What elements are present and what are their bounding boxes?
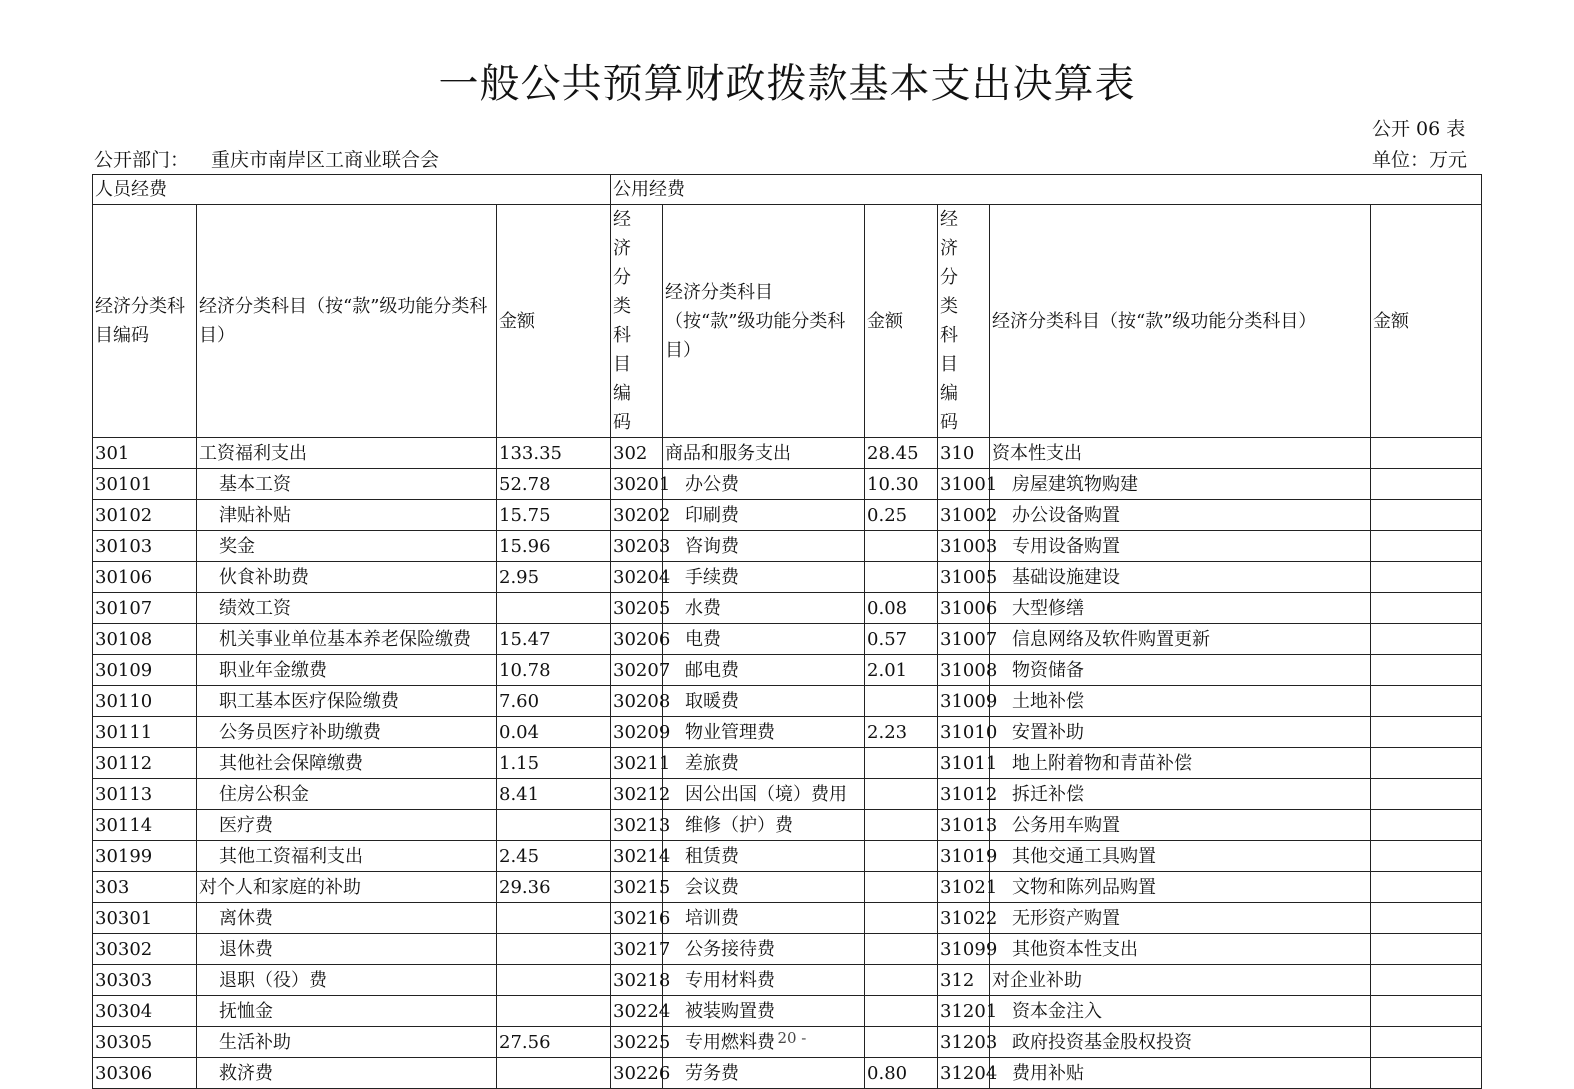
capital-name-cell: 土地补偿 <box>990 686 1371 717</box>
goods-code-cell: 30213 <box>611 810 663 841</box>
table-row <box>93 841 1482 872</box>
capital-amount-cell <box>1371 779 1482 810</box>
capital-name-cell: 信息网络及软件购置更新 <box>990 624 1371 655</box>
goods-amount-cell: 2.23 <box>865 717 938 748</box>
capital-code-cell: 31013 <box>938 810 990 841</box>
personnel-code-cell: 30103 <box>93 531 197 562</box>
personnel-amount-cell: 15.47 <box>497 624 611 655</box>
personnel-code-cell: 30302 <box>93 934 197 965</box>
goods-name-cell: 咨询费 <box>663 531 865 562</box>
capital-name-cell: 房屋建筑物购建 <box>990 469 1371 500</box>
header-personnel-name: 经济分类科目（按“款”级功能分类科目） <box>197 205 497 438</box>
personnel-amount-cell: 27.56 <box>497 1027 611 1058</box>
goods-name-cell: 专用燃料费 <box>663 1027 865 1058</box>
personnel-amount-cell: 8.41 <box>497 779 611 810</box>
capital-code-cell: 31021 <box>938 872 990 903</box>
capital-name-cell: 其他资本性支出 <box>990 934 1371 965</box>
personnel-code-cell: 30113 <box>93 779 197 810</box>
capital-code-cell: 31203 <box>938 1027 990 1058</box>
personnel-code-cell: 30301 <box>93 903 197 934</box>
table-row <box>93 624 1482 655</box>
capital-code-cell: 312 <box>938 965 990 996</box>
personnel-code-cell: 30107 <box>93 593 197 624</box>
personnel-name-cell: 公务员医疗补助缴费 <box>197 717 497 748</box>
capital-code-cell: 31012 <box>938 779 990 810</box>
capital-name-cell: 基础设施建设 <box>990 562 1371 593</box>
goods-code-cell: 30212 <box>611 779 663 810</box>
goods-amount-cell <box>865 748 938 779</box>
capital-name-cell: 费用补贴 <box>990 1058 1371 1089</box>
table-row <box>93 1058 1482 1089</box>
capital-name-cell: 大型修缮 <box>990 593 1371 624</box>
table-row <box>93 469 1482 500</box>
capital-amount-cell <box>1371 593 1482 624</box>
personnel-name-cell: 抚恤金 <box>197 996 497 1027</box>
table-row <box>93 686 1482 717</box>
table-row <box>93 562 1482 593</box>
personnel-name-cell: 伙食补助费 <box>197 562 497 593</box>
capital-name-cell: 物资储备 <box>990 655 1371 686</box>
goods-name-cell: 维修（护）费 <box>663 810 865 841</box>
capital-amount-cell <box>1371 562 1482 593</box>
capital-name-cell: 政府投资基金股权投资 <box>990 1027 1371 1058</box>
personnel-amount-cell: 52.78 <box>497 469 611 500</box>
goods-amount-cell <box>865 872 938 903</box>
capital-name-cell: 安置补助 <box>990 717 1371 748</box>
personnel-amount-cell <box>497 1058 611 1089</box>
personnel-name-cell: 奖金 <box>197 531 497 562</box>
personnel-amount-cell <box>497 934 611 965</box>
table-row <box>93 655 1482 686</box>
capital-name-cell: 地上附着物和青苗补偿 <box>990 748 1371 779</box>
goods-code-cell: 30205 <box>611 593 663 624</box>
goods-code-cell: 30216 <box>611 903 663 934</box>
personnel-code-cell: 30110 <box>93 686 197 717</box>
goods-amount-cell <box>865 531 938 562</box>
table-row <box>93 810 1482 841</box>
personnel-amount-cell <box>497 996 611 1027</box>
table-row <box>93 996 1482 1027</box>
goods-amount-cell <box>865 903 938 934</box>
goods-name-cell: 会议费 <box>663 872 865 903</box>
table-row <box>93 748 1482 779</box>
goods-name-cell: 专用材料费 <box>663 965 865 996</box>
goods-amount-cell <box>865 562 938 593</box>
personnel-amount-cell: 0.04 <box>497 717 611 748</box>
table-number: 公开 06 表 <box>1372 118 1466 140</box>
capital-amount-cell <box>1371 872 1482 903</box>
goods-amount-cell: 10.30 <box>865 469 938 500</box>
goods-name-cell: 印刷费 <box>663 500 865 531</box>
goods-code-cell: 30226 <box>611 1058 663 1089</box>
personnel-code-cell: 30112 <box>93 748 197 779</box>
goods-amount-cell <box>865 779 938 810</box>
goods-name-cell: 邮电费 <box>663 655 865 686</box>
personnel-name-cell: 绩效工资 <box>197 593 497 624</box>
section-row <box>93 175 1482 205</box>
goods-code-cell: 30211 <box>611 748 663 779</box>
personnel-name-cell: 对个人和家庭的补助 <box>197 872 497 903</box>
goods-code-cell: 30206 <box>611 624 663 655</box>
table-row <box>93 500 1482 531</box>
personnel-code-cell: 30303 <box>93 965 197 996</box>
goods-name-cell: 电费 <box>663 624 865 655</box>
personnel-amount-cell: 7.60 <box>497 686 611 717</box>
personnel-name-cell: 机关事业单位基本养老保险缴费 <box>197 624 497 655</box>
department-name: 重庆市南岸区工商业联合会 <box>211 149 440 171</box>
header-personnel-code: 经济分类科目编码 <box>93 205 197 438</box>
goods-name-cell: 水费 <box>663 593 865 624</box>
personnel-name-cell: 基本工资 <box>197 469 497 500</box>
goods-code-cell: 30224 <box>611 996 663 1027</box>
personnel-name-cell: 生活补助 <box>197 1027 497 1058</box>
capital-name-cell: 文物和陈列品购置 <box>990 872 1371 903</box>
capital-code-cell: 310 <box>938 438 990 469</box>
page-number: - 20 - <box>767 1029 807 1047</box>
capital-code-cell: 31019 <box>938 841 990 872</box>
header-capital-code: 经济分类科目编码 <box>938 205 990 438</box>
capital-amount-cell <box>1371 810 1482 841</box>
capital-code-cell: 31002 <box>938 500 990 531</box>
capital-code-cell: 31005 <box>938 562 990 593</box>
goods-name-cell: 公务接待费 <box>663 934 865 965</box>
personnel-amount-cell <box>497 593 611 624</box>
goods-amount-cell: 0.25 <box>865 500 938 531</box>
capital-name-cell: 无形资产购置 <box>990 903 1371 934</box>
table-row <box>93 717 1482 748</box>
capital-amount-cell <box>1371 841 1482 872</box>
department-label: 公开部门： <box>94 149 190 171</box>
personnel-amount-cell <box>497 903 611 934</box>
goods-name-cell: 劳务费 <box>663 1058 865 1089</box>
goods-code-cell: 30202 <box>611 500 663 531</box>
capital-amount-cell <box>1371 531 1482 562</box>
capital-code-cell: 31099 <box>938 934 990 965</box>
goods-name-cell: 办公费 <box>663 469 865 500</box>
capital-amount-cell <box>1371 1058 1482 1089</box>
capital-code-cell: 31011 <box>938 748 990 779</box>
personnel-name-cell: 工资福利支出 <box>197 438 497 469</box>
goods-code-cell: 30218 <box>611 965 663 996</box>
capital-name-cell: 资本性支出 <box>990 438 1371 469</box>
header-goods-code: 经济分类科目编码 <box>611 205 663 438</box>
header-capital-amount: 金额 <box>1371 205 1482 438</box>
capital-code-cell: 31201 <box>938 996 990 1027</box>
capital-amount-cell <box>1371 748 1482 779</box>
personnel-name-cell: 离休费 <box>197 903 497 934</box>
capital-name-cell: 公务用车购置 <box>990 810 1371 841</box>
goods-name-cell: 手续费 <box>663 562 865 593</box>
personnel-name-cell: 救济费 <box>197 1058 497 1089</box>
goods-amount-cell: 0.57 <box>865 624 938 655</box>
goods-code-cell: 30225 <box>611 1027 663 1058</box>
personnel-amount-cell: 2.95 <box>497 562 611 593</box>
goods-name-cell: 租赁费 <box>663 841 865 872</box>
capital-amount-cell <box>1371 438 1482 469</box>
capital-amount-cell <box>1371 686 1482 717</box>
goods-name-cell: 培训费 <box>663 903 865 934</box>
goods-amount-cell: 28.45 <box>865 438 938 469</box>
goods-amount-cell <box>865 934 938 965</box>
goods-name-cell: 被装购置费 <box>663 996 865 1027</box>
personnel-amount-cell: 10.78 <box>497 655 611 686</box>
capital-name-cell: 资本金注入 <box>990 996 1371 1027</box>
personnel-code-cell: 30106 <box>93 562 197 593</box>
table-row <box>93 903 1482 934</box>
goods-code-cell: 30214 <box>611 841 663 872</box>
personnel-code-cell: 30109 <box>93 655 197 686</box>
personnel-amount-cell <box>497 965 611 996</box>
personnel-code-cell: 30102 <box>93 500 197 531</box>
personnel-name-cell: 住房公积金 <box>197 779 497 810</box>
page-title: 一般公共预算财政拨款基本支出决算表 <box>438 61 1136 107</box>
table-row <box>93 872 1482 903</box>
personnel-code-cell: 30306 <box>93 1058 197 1089</box>
goods-code-cell: 30203 <box>611 531 663 562</box>
capital-name-cell: 专用设备购置 <box>990 531 1371 562</box>
goods-code-cell: 30204 <box>611 562 663 593</box>
section-public: 公用经费 <box>611 175 1482 205</box>
table-row <box>93 593 1482 624</box>
capital-name-cell: 拆迁补偿 <box>990 779 1371 810</box>
table-row <box>93 779 1482 810</box>
personnel-code-cell: 30305 <box>93 1027 197 1058</box>
capital-amount-cell <box>1371 717 1482 748</box>
header-personnel-amount: 金额 <box>497 205 611 438</box>
goods-name-cell: 取暖费 <box>663 686 865 717</box>
section-personnel: 人员经费 <box>93 175 611 205</box>
capital-code-cell: 31010 <box>938 717 990 748</box>
personnel-code-cell: 30199 <box>93 841 197 872</box>
personnel-amount-cell: 15.96 <box>497 531 611 562</box>
personnel-name-cell: 津贴补贴 <box>197 500 497 531</box>
capital-amount-cell <box>1371 996 1482 1027</box>
goods-amount-cell <box>865 965 938 996</box>
personnel-amount-cell: 1.15 <box>497 748 611 779</box>
goods-name-cell: 商品和服务支出 <box>663 438 865 469</box>
table-row <box>93 438 1482 469</box>
capital-amount-cell <box>1371 934 1482 965</box>
goods-code-cell: 30208 <box>611 686 663 717</box>
goods-amount-cell <box>865 686 938 717</box>
personnel-code-cell: 30101 <box>93 469 197 500</box>
personnel-amount-cell: 133.35 <box>497 438 611 469</box>
personnel-amount-cell: 15.75 <box>497 500 611 531</box>
capital-name-cell: 其他交通工具购置 <box>990 841 1371 872</box>
goods-name-cell: 物业管理费 <box>663 717 865 748</box>
personnel-code-cell: 30108 <box>93 624 197 655</box>
expenditure-table <box>92 174 1482 1089</box>
header-goods-name: 经济分类科目（按“款”级功能分类科目） <box>663 205 865 438</box>
capital-code-cell: 31003 <box>938 531 990 562</box>
goods-code-cell: 30201 <box>611 469 663 500</box>
unit-label: 单位：万元 <box>1372 149 1468 171</box>
personnel-amount-cell <box>497 810 611 841</box>
capital-name-cell: 办公设备购置 <box>990 500 1371 531</box>
goods-code-cell: 30207 <box>611 655 663 686</box>
personnel-amount-cell: 2.45 <box>497 841 611 872</box>
capital-code-cell: 31022 <box>938 903 990 934</box>
goods-amount-cell <box>865 841 938 872</box>
capital-amount-cell <box>1371 965 1482 996</box>
capital-amount-cell <box>1371 500 1482 531</box>
personnel-code-cell: 301 <box>93 438 197 469</box>
goods-code-cell: 30209 <box>611 717 663 748</box>
capital-code-cell: 31006 <box>938 593 990 624</box>
goods-amount-cell: 2.01 <box>865 655 938 686</box>
personnel-name-cell: 退休费 <box>197 934 497 965</box>
capital-amount-cell <box>1371 903 1482 934</box>
goods-code-cell: 302 <box>611 438 663 469</box>
personnel-code-cell: 30304 <box>93 996 197 1027</box>
personnel-name-cell: 职业年金缴费 <box>197 655 497 686</box>
goods-code-cell: 30215 <box>611 872 663 903</box>
goods-amount-cell: 0.80 <box>865 1058 938 1089</box>
personnel-code-cell: 30111 <box>93 717 197 748</box>
header-capital-name: 经济分类科目（按“款”级功能分类科目） <box>990 205 1371 438</box>
capital-amount-cell <box>1371 469 1482 500</box>
capital-code-cell: 31204 <box>938 1058 990 1089</box>
table-row <box>93 965 1482 996</box>
goods-name-cell: 因公出国（境）费用 <box>663 779 865 810</box>
table-row <box>93 531 1482 562</box>
personnel-name-cell: 医疗费 <box>197 810 497 841</box>
goods-amount-cell: 0.08 <box>865 593 938 624</box>
personnel-code-cell: 30114 <box>93 810 197 841</box>
personnel-code-cell: 303 <box>93 872 197 903</box>
personnel-name-cell: 其他工资福利支出 <box>197 841 497 872</box>
header-goods-amount: 金额 <box>865 205 938 438</box>
personnel-name-cell: 退职（役）费 <box>197 965 497 996</box>
personnel-name-cell: 其他社会保障缴费 <box>197 748 497 779</box>
capital-name-cell: 对企业补助 <box>990 965 1371 996</box>
capital-amount-cell <box>1371 655 1482 686</box>
capital-code-cell: 31008 <box>938 655 990 686</box>
header-row <box>93 205 1482 438</box>
capital-amount-cell <box>1371 624 1482 655</box>
capital-code-cell: 31009 <box>938 686 990 717</box>
goods-code-cell: 30217 <box>611 934 663 965</box>
capital-code-cell: 31007 <box>938 624 990 655</box>
personnel-amount-cell: 29.36 <box>497 872 611 903</box>
personnel-name-cell: 职工基本医疗保险缴费 <box>197 686 497 717</box>
goods-amount-cell <box>865 810 938 841</box>
table-row <box>93 934 1482 965</box>
goods-name-cell: 差旅费 <box>663 748 865 779</box>
department-line <box>94 145 439 172</box>
goods-amount-cell <box>865 996 938 1027</box>
capital-code-cell: 31001 <box>938 469 990 500</box>
